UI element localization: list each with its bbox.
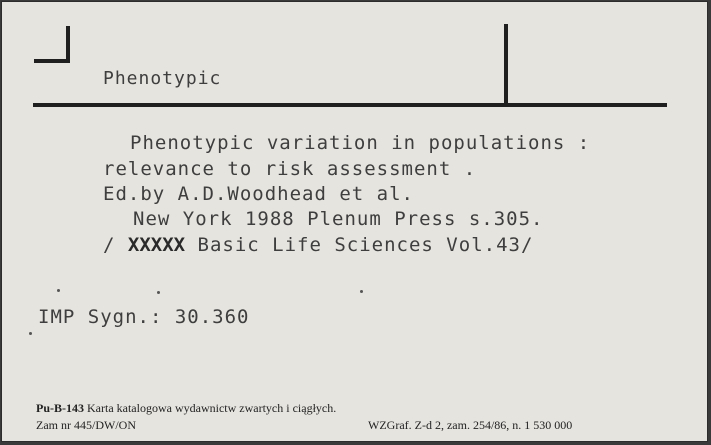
title-line-1: Phenotypic variation in populations : [130, 132, 591, 154]
catalog-card [1, 1, 708, 442]
paper-speck [157, 291, 160, 294]
order-number: Zam nr 445/DW/ON [36, 418, 136, 432]
title-line-2: relevance to risk assessment . [103, 158, 477, 180]
paper-speck [360, 290, 363, 293]
series-prefix: / [103, 234, 128, 256]
series-line [103, 234, 533, 256]
form-title: Karta katalogowa wydawnictw zwartych i ciągłych. [84, 401, 337, 415]
series-text: Basic Life Sciences Vol.43/ [185, 234, 534, 256]
printer-info: WZGraf. Z-d 2, zam. 254/86, n. 1 530 000 [368, 418, 573, 432]
heading-divider-horizontal [33, 103, 667, 107]
subject-heading: Phenotypic [103, 68, 222, 89]
struck-out-text: XXXXX [127, 234, 186, 256]
call-number: IMP Sygn.: 30.360 [38, 306, 250, 328]
editor-line: Ed.by A.D.Woodhead et al. [103, 183, 414, 205]
form-code: Pu-B-143 [36, 401, 84, 415]
paper-speck [57, 289, 60, 292]
paper-speck [29, 332, 32, 335]
heading-divider-vertical [504, 24, 508, 104]
corner-mark-vertical [66, 26, 70, 62]
imprint-line: New York 1988 Plenum Press s.305. [133, 208, 544, 230]
corner-mark-horizontal [34, 59, 70, 63]
form-line [36, 401, 336, 416]
